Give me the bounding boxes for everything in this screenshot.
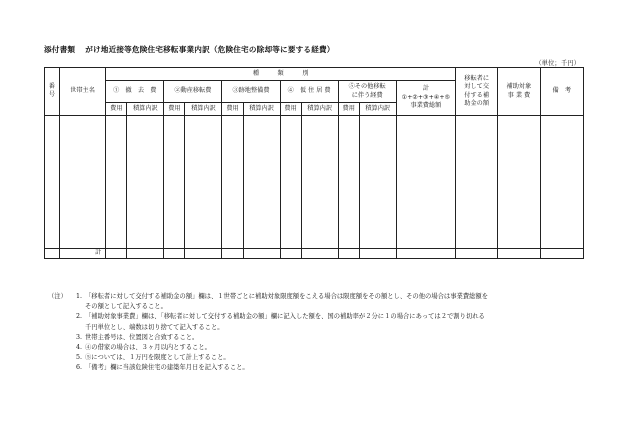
- header-other-cost: ⑤その他移転 に伴う経費: [338, 81, 396, 103]
- note-text: 「補助対象事業費」欄は、「移転者に対して交付する補助金の額」欄に記入した額を、国の補助率が２分に１の場合にあっては２で割り切れる: [85, 313, 485, 321]
- title-main: がけ地近接等危険住宅移転事業内訳（危険住宅の除却等に要する経費）: [85, 45, 335, 54]
- note-item: [48, 312, 588, 322]
- sub-breakdown-4: 積算内訳: [301, 103, 338, 116]
- header-householder: 世帯主名: [59, 68, 105, 116]
- table-body-row: [45, 116, 584, 249]
- note-item: [48, 292, 588, 302]
- sub-cost-2: 費用: [164, 103, 185, 116]
- note-item: [48, 353, 588, 363]
- header-eligible-cost: 補助対象 事 業 費: [498, 68, 540, 116]
- header-temp-housing-cost: ④ 仮 住 居 費: [280, 81, 338, 103]
- note-number: 3.: [75, 333, 82, 341]
- header-number: 番号: [45, 68, 60, 116]
- notes-section: [48, 292, 588, 374]
- note-text: 世帯主番号は、位置図と合致すること。: [85, 333, 199, 341]
- note-continuation: その額として記入すること。: [85, 303, 167, 311]
- note-continuation: 千円単位とし、端数は切り捨てて記入すること。: [85, 323, 224, 331]
- sub-cost-4: 費用: [280, 103, 301, 116]
- note-text: 「備考」欄に当該危険住宅の建築年月日を記入すること。: [85, 364, 249, 372]
- cost-breakdown-table: [44, 67, 584, 259]
- sub-breakdown-1: 積算内訳: [127, 103, 164, 116]
- sub-breakdown-3: 積算内訳: [243, 103, 280, 116]
- header-total: 計 ①+②+③+④+⑤ 事業費総額: [396, 81, 455, 116]
- total-row-label: 計: [59, 249, 105, 259]
- note-item: [48, 333, 588, 343]
- document-title: [44, 44, 335, 55]
- sub-breakdown-2: 積算内訳: [185, 103, 222, 116]
- note-number: 6.: [75, 364, 82, 372]
- note-text: ④の借家の場合は、３ヶ月以内とすること。: [85, 344, 211, 352]
- note-text: 「移転者に対して交付する補助金の額」欄は、１世帯ごとに補助対象限度額をこえる場合は限度額をその額とし、その他の場合は事業費総額を: [85, 293, 488, 300]
- table-total-row: [45, 249, 584, 259]
- notes-label: （注）: [48, 293, 67, 300]
- sub-breakdown-5: 積算内訳: [359, 103, 396, 116]
- unit-label: （単位；千円）: [535, 59, 580, 67]
- note-number: 5.: [75, 354, 82, 362]
- note-item: [48, 363, 588, 373]
- sub-cost-1: 費用: [106, 103, 127, 116]
- header-type-group: 種 類 別: [106, 68, 456, 81]
- note-number: 4.: [75, 344, 82, 352]
- header-removal-cost: ① 撤 去 費: [106, 81, 164, 103]
- title-prefix: 添付書類: [44, 45, 76, 54]
- header-site-cost: ③跡地整備費: [222, 81, 280, 103]
- header-moving-cost: ②動産移転費: [164, 81, 222, 103]
- note-text: ⑤については、１万円を限度として計上すること。: [85, 354, 230, 362]
- sub-cost-5: 費用: [338, 103, 359, 116]
- sub-cost-3: 費用: [222, 103, 243, 116]
- note-number: 1.: [75, 293, 82, 300]
- note-number: 2.: [75, 313, 82, 321]
- header-remarks: 備 考: [540, 68, 583, 116]
- header-subsidy-amount: 移転者に 対して交 付する補 助金の額: [456, 68, 498, 116]
- note-item: [48, 343, 588, 353]
